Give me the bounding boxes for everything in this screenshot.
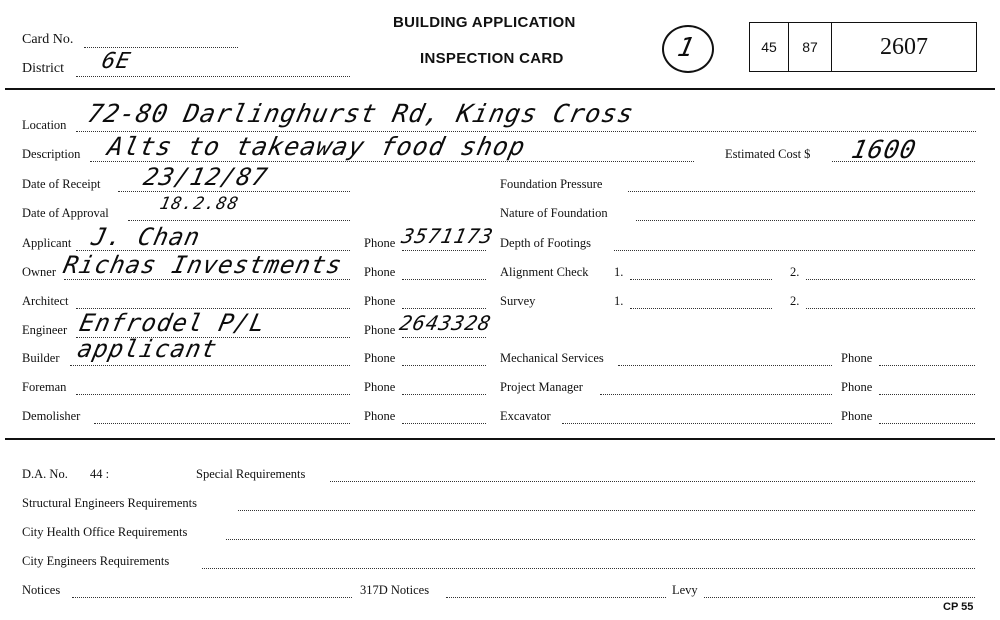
engineer-label: Engineer <box>22 323 68 337</box>
project-manager-phone-label: Phone <box>841 380 873 394</box>
notices-label: Notices <box>22 583 61 597</box>
excavator-dots <box>562 423 832 424</box>
date-receipt-label: Date of Receipt <box>22 177 101 191</box>
applicant-phone-value: 3571173 <box>399 224 496 248</box>
date-approval-label: Date of Approval <box>22 206 109 220</box>
location-value: 72-80 Darlinghurst Rd, Kings Cross <box>84 99 637 128</box>
structural-requirements-dots <box>238 510 975 511</box>
foreman-phone-dots <box>402 394 486 395</box>
mechanical-phone-dots <box>879 365 975 366</box>
foundation-pressure-dots <box>628 191 975 192</box>
engineer-phone-value: 2643328 <box>397 311 494 335</box>
description-value: Alts to takeaway food shop <box>104 132 529 161</box>
excavator-label: Excavator <box>500 409 551 423</box>
alignment-check-label: Alignment Check <box>500 265 589 279</box>
levy-dots <box>704 597 975 598</box>
district-label: District <box>22 61 64 76</box>
health-requirements-dots <box>226 539 975 540</box>
engineer-value: Enfrodel P/L <box>77 309 269 337</box>
date-receipt-dots <box>118 191 350 192</box>
depth-footings-label: Depth of Footings <box>500 236 591 250</box>
demolisher-phone-label: Phone <box>364 409 396 423</box>
description-dots <box>90 161 694 162</box>
structural-requirements-label: Structural Engineers Requirements <box>22 496 197 510</box>
depth-footings-dots <box>614 250 975 251</box>
demolisher-label: Demolisher <box>22 409 81 423</box>
file-number-cell-1: 45 <box>750 23 789 71</box>
foreman-phone-label: Phone <box>364 380 396 394</box>
footer-divider <box>5 438 995 440</box>
mechanical-phone-label: Phone <box>841 351 873 365</box>
builder-phone-label: Phone <box>364 351 396 365</box>
project-manager-phone-dots <box>879 394 975 395</box>
demolisher-dots <box>94 423 350 424</box>
alignment-one-label: 1. <box>614 265 624 279</box>
project-manager-dots <box>600 394 832 395</box>
mechanical-services-label: Mechanical Services <box>500 351 604 365</box>
survey-one-dots <box>630 308 772 309</box>
date-receipt-value: 23/12/87 <box>141 163 271 191</box>
notices-dots <box>72 597 352 598</box>
owner-phone-label: Phone <box>364 265 396 279</box>
serial-number: 2607 <box>880 33 928 60</box>
alignment-one-dots <box>630 279 772 280</box>
engineer-phone-dots <box>402 337 486 338</box>
nature-foundation-label: Nature of Foundation <box>500 206 608 220</box>
circled-number <box>662 25 714 73</box>
survey-label: Survey <box>500 294 536 308</box>
builder-label: Builder <box>22 351 60 365</box>
da-no-label: D.A. No. <box>22 467 68 481</box>
builder-value: applicant <box>75 335 221 363</box>
special-requirements-dots <box>330 481 975 482</box>
estimated-cost-value: 1600 <box>848 135 920 164</box>
foreman-dots <box>76 394 350 395</box>
architect-label: Architect <box>22 294 69 308</box>
applicant-phone-dots <box>402 250 486 251</box>
circled-number-value: 1 <box>674 33 698 63</box>
health-requirements-label: City Health Office Requirements <box>22 525 188 539</box>
foreman-label: Foreman <box>22 380 67 394</box>
nature-foundation-dots <box>636 220 975 221</box>
architect-phone-dots <box>402 308 486 309</box>
file-number-box <box>749 22 977 72</box>
builder-dots <box>70 365 350 366</box>
estimated-cost-label: Estimated Cost $ <box>725 147 811 161</box>
owner-label: Owner <box>22 265 57 279</box>
project-manager-label: Project Manager <box>500 380 583 394</box>
levy-label: Levy <box>672 583 698 597</box>
form-subtitle: INSPECTION CARD <box>420 50 564 67</box>
architect-phone-label: Phone <box>364 294 396 308</box>
date-approval-dots <box>128 220 350 221</box>
applicant-label: Applicant <box>22 236 72 250</box>
notices-317d-dots <box>446 597 666 598</box>
mechanical-services-dots <box>618 365 832 366</box>
survey-two-label: 2. <box>790 294 800 308</box>
form-code: CP 55 <box>943 601 974 613</box>
description-label: Description <box>22 147 81 161</box>
file-number-cell-2: 87 <box>789 23 832 71</box>
applicant-value: J. Chan <box>89 223 204 251</box>
special-requirements-label: Special Requirements <box>196 467 306 481</box>
district-dots <box>76 76 350 77</box>
owner-value: Richas Investments <box>61 251 346 279</box>
excavator-phone-dots <box>879 423 975 424</box>
foundation-pressure-label: Foundation Pressure <box>500 177 603 191</box>
alignment-two-dots <box>806 279 975 280</box>
header-divider <box>5 88 995 90</box>
form-title: BUILDING APPLICATION <box>393 14 576 31</box>
builder-phone-dots <box>402 365 486 366</box>
applicant-phone-label: Phone <box>364 236 396 250</box>
demolisher-phone-dots <box>402 423 486 424</box>
owner-dots <box>64 279 350 280</box>
da-no-value: 44 : <box>90 467 110 481</box>
survey-two-dots <box>806 308 975 309</box>
engineer-phone-label: Phone <box>364 323 396 337</box>
notices-317d-label: 317D Notices <box>360 583 430 597</box>
location-label: Location <box>22 118 67 132</box>
city-engineers-dots <box>202 568 975 569</box>
card-no-label: Card No. <box>22 32 74 47</box>
excavator-phone-label: Phone <box>841 409 873 423</box>
card-no-dots <box>84 47 238 48</box>
survey-one-label: 1. <box>614 294 624 308</box>
city-engineers-label: City Engineers Requirements <box>22 554 170 568</box>
date-approval-value: 18.2.88 <box>157 194 241 214</box>
owner-phone-dots <box>402 279 486 280</box>
alignment-two-label: 2. <box>790 265 800 279</box>
district-value: 6E <box>99 49 134 74</box>
